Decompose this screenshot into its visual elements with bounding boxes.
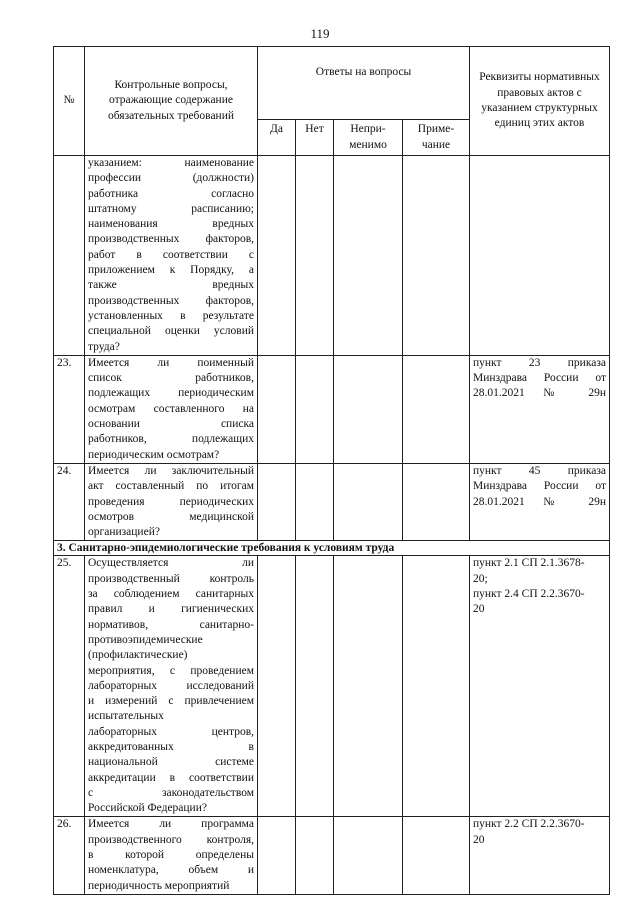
question-line: подлежащих периодическим — [88, 387, 254, 400]
reference-line: Минздрава России от — [473, 372, 606, 385]
requirements-table — [53, 46, 610, 895]
answer-na-cell — [334, 156, 403, 356]
answer-na-cell — [334, 355, 403, 463]
answer-yes-cell — [258, 355, 296, 463]
table-row — [54, 556, 610, 817]
question-line: осмотров медицинской — [88, 510, 254, 523]
section-title: 3. Санитарно-эпидемиологические требования к условиям труда — [54, 541, 610, 556]
reference-cell — [470, 556, 610, 817]
page-number: 119 — [310, 26, 330, 41]
answer-note-cell — [403, 463, 470, 540]
table-row — [54, 817, 610, 894]
reference-line: пункт 23 приказа — [473, 356, 606, 369]
question-line: аккредитации в соответствии — [88, 771, 254, 784]
reference-line: пункт 2.2 СП 2.2.3670- — [473, 818, 585, 831]
question-line: производственного контроля, — [88, 833, 254, 846]
question-cell — [85, 556, 258, 817]
question-line: наименования вредных — [88, 218, 254, 231]
answer-yes-cell — [258, 817, 296, 894]
reference-line: 20; — [473, 572, 488, 585]
reference-line: пункт 45 приказа — [473, 464, 606, 477]
question-line: противоэпидемические — [88, 633, 203, 646]
question-line: работников, подлежащих — [88, 433, 254, 446]
header-questions: Контрольные вопросы, отражающие содержание обязательных требований — [85, 47, 258, 156]
reference-cell — [470, 355, 610, 463]
question-line: производственный контроль — [88, 572, 254, 585]
question-line: проведения периодических — [88, 495, 254, 508]
reference-cell — [470, 817, 610, 894]
reference-line: 28.01.2021 № 29н — [473, 495, 606, 508]
question-line: осмотрам составленного на — [88, 402, 254, 415]
reference-cell — [470, 156, 610, 356]
header-note: Приме- чание — [403, 120, 470, 156]
table-row — [54, 355, 610, 463]
answer-note-cell — [403, 556, 470, 817]
answer-note-cell — [403, 156, 470, 356]
question-line: с законодательством — [88, 786, 254, 799]
question-line: и измерений с привлечением — [88, 695, 254, 708]
question-line: Российской Федерации? — [88, 802, 207, 815]
question-line: испытательных — [88, 710, 164, 723]
answer-na-cell — [334, 556, 403, 817]
question-line: национальной системе — [88, 756, 254, 769]
answer-no-cell — [296, 556, 334, 817]
answer-na-cell — [334, 817, 403, 894]
answer-na-cell — [334, 463, 403, 540]
header-num: № — [54, 47, 85, 156]
table-row — [54, 156, 610, 356]
question-line: за соблюдением санитарных — [88, 588, 254, 601]
question-line: труда? — [88, 340, 120, 353]
answer-note-cell — [403, 817, 470, 894]
question-line: работника согласно — [88, 187, 254, 200]
row-number: 25. — [54, 556, 85, 817]
question-line: Имеется ли заключительный — [88, 464, 254, 477]
row-number — [54, 156, 85, 356]
question-line: указанием: наименование — [88, 157, 254, 169]
question-line: правил и гигиенических — [88, 603, 254, 616]
answer-yes-cell — [258, 556, 296, 817]
question-line: мероприятия, с проведением — [88, 664, 254, 677]
table-body — [54, 156, 610, 895]
question-line: периодическим осмотрам? — [88, 448, 220, 461]
question-line: акт составленный по итогам — [88, 480, 254, 493]
question-line: нормативов, санитарно- — [88, 618, 254, 631]
reference-line: 20 — [473, 603, 485, 616]
table-row — [54, 463, 610, 540]
row-number: 23. — [54, 355, 85, 463]
question-line: профессии (должности) — [88, 172, 254, 185]
reference-line: Минздрава России от — [473, 480, 606, 493]
header-no: Нет — [296, 120, 334, 156]
answer-no-cell — [296, 156, 334, 356]
reference-line: пункт 2.4 СП 2.2.3670- — [473, 588, 585, 601]
header-yes: Да — [258, 120, 296, 156]
answer-yes-cell — [258, 463, 296, 540]
row-number: 26. — [54, 817, 85, 894]
row-number: 24. — [54, 463, 85, 540]
question-line: приложением к Порядку, а — [88, 264, 254, 277]
header-answers: Ответы на вопросы — [258, 47, 470, 120]
question-line: лабораторных исследований — [88, 679, 254, 692]
question-line: Имеется ли программа — [88, 818, 254, 831]
question-line: производственных факторов, — [88, 294, 254, 307]
question-line: (профилактические) — [88, 649, 188, 662]
question-cell — [85, 355, 258, 463]
reference-line: 28.01.2021 № 29н — [473, 387, 606, 400]
answer-no-cell — [296, 355, 334, 463]
question-cell — [85, 156, 258, 356]
question-line: основании списка — [88, 418, 254, 431]
question-line: также вредных — [88, 279, 254, 292]
header-na: Непри- менимо — [334, 120, 403, 156]
reference-line: пункт 2.1 СП 2.1.3678- — [473, 557, 585, 570]
question-line: периодичность мероприятий — [88, 879, 230, 892]
question-line: Осуществляется ли — [88, 557, 254, 570]
question-line: Имеется ли поименный — [88, 356, 254, 369]
section-row — [54, 541, 610, 556]
question-line: штатному расписанию; — [88, 202, 254, 215]
question-line: аккредитованных в — [88, 740, 254, 753]
header-requisites: Реквизиты нормативных правовых актов с указанием структурных единиц этих актов — [470, 47, 610, 156]
question-line: установленных в результате — [88, 309, 254, 322]
question-line: лабораторных центров, — [88, 725, 254, 738]
question-cell — [85, 817, 258, 894]
question-line: в которой определены — [88, 849, 254, 862]
answer-no-cell — [296, 817, 334, 894]
reference-cell — [470, 463, 610, 540]
question-line: специальной оценки условий — [88, 325, 254, 338]
question-line: производственных факторов, — [88, 233, 254, 246]
reference-line: 20 — [473, 833, 485, 846]
question-cell — [85, 463, 258, 540]
question-line: список работников, — [88, 372, 254, 385]
question-line: номенклатура, объем и — [88, 864, 254, 877]
question-line: организацией? — [88, 526, 160, 539]
answer-note-cell — [403, 355, 470, 463]
answer-yes-cell — [258, 156, 296, 356]
question-line: работ в соответствии с — [88, 248, 254, 261]
answer-no-cell — [296, 463, 334, 540]
